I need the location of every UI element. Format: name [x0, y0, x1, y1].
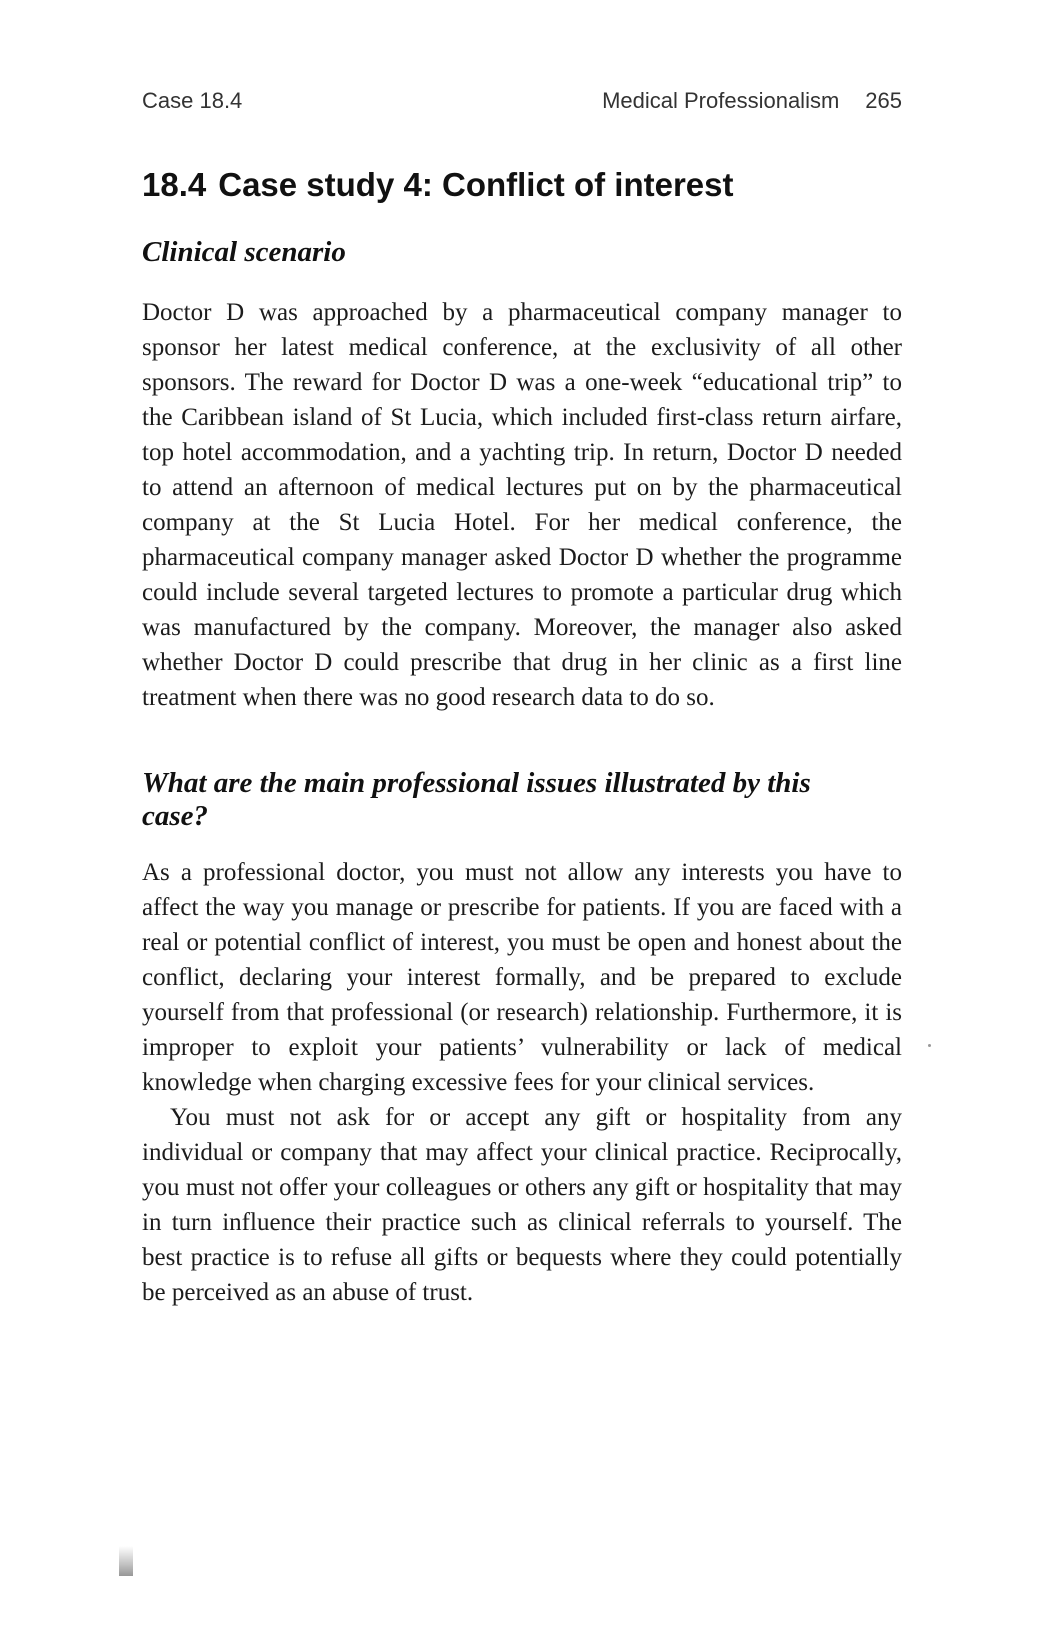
header-case-label: Case 18.4: [142, 88, 243, 113]
issues-heading: What are the main professional issues illustrated by this case?: [142, 767, 811, 832]
scenario-heading: Clinical scenario: [142, 236, 346, 268]
header-right: [602, 88, 902, 114]
section-title-text: Case study 4: Conflict of interest: [218, 166, 734, 203]
header-book-title: Medical Professionalism: [602, 88, 840, 113]
issues-paragraph-1: As a professional doctor, you must not allow any interests you have to affect the way you manage or prescribe for patients. If you are faced with a real or potential conflict of interest, you must be open and honest about the conflict, declaring your interest formally, and be prepared to exclude yourself from that professional (or research) relationship. Furthermore, it is improper to exploit your patients’ vulnerability or lack of medical knowledge when charging excessive fees for your clinical services.: [142, 859, 902, 1096]
issues-paragraph-2: You must not ask for or accept any gift or hospitality from any individual or company that may affect your clinical practice. Reciprocally, you must not offer your colleagues or others any gift or hospitality that may in turn influence their practice such as clinical referrals to yourself. The best practice is to refuse all gifts or bequests where they could potentially be perceived as an abuse of trust.: [142, 1104, 902, 1306]
section-number: 18.4: [142, 166, 207, 203]
scan-artifact: [119, 1546, 133, 1576]
section-title: [142, 165, 902, 205]
book-page: [142, 80, 902, 1310]
page-number: 265: [865, 88, 902, 113]
running-header: [142, 80, 902, 120]
scenario-paragraph: Doctor D was approached by a pharmaceutical company manager to sponsor her latest medical conference, at the exclusivity of all other sponsors. The reward for Doctor D was a one-week “educational trip” to the Caribbean island of St Lucia, which included first-class return airfare, top hotel accommodation, and a yachting trip. In return, Doctor D needed to attend an afternoon of medical lectures put on by the pharmaceutical company at the St Lucia Hotel. For her medical conference, the pharmaceutical company manager asked Doctor D whether the programme could include several targeted lectures to promote a particular drug which was manufactured by the company. Moreover, the manager also asked whether Doctor D could prescribe that drug in her clinic as a first line treatment when there was no good research data to do so.: [142, 299, 902, 711]
scan-speck: [928, 1044, 931, 1047]
